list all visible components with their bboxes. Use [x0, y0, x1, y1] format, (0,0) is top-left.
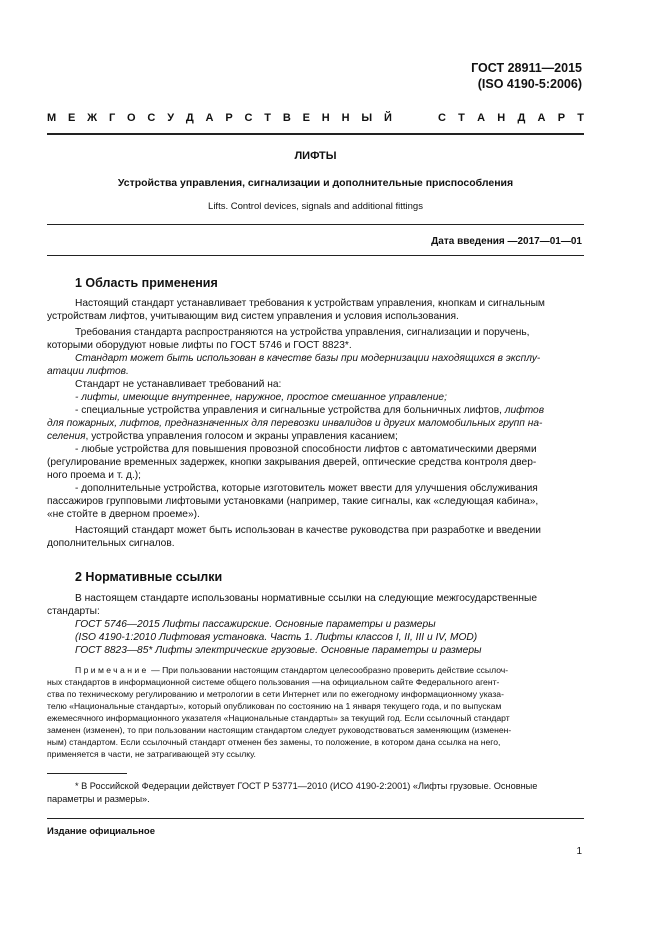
paragraph: стандарты:	[47, 606, 100, 617]
paragraph: которыми оборудуют новые лифты по ГОСТ 5746 и ГОСТ 8823*.	[47, 340, 352, 351]
section-heading-scope: 1 Область применения	[75, 276, 218, 290]
reference-item: (ISO 4190-1:2010 Лифтовая установка. Часть 1. Лифты классов I, II, III и IV, MOD)	[75, 632, 478, 643]
heading-letter: Р	[557, 112, 566, 124]
heading-letter: Г	[108, 112, 116, 124]
heading-letter: М	[47, 112, 57, 124]
list-item: пассажиров групповыми лифтовыми установками (например, такие сигналы, как «следующая кабина»,	[47, 496, 539, 507]
heading-letter: Й	[383, 112, 392, 124]
heading-letter: А	[477, 112, 486, 124]
heading-letter: Р	[225, 112, 233, 124]
list-item	[75, 405, 584, 418]
note-line: ным) стандартом. Если ссылочный стандарт отменен без замены, то положение, в котором дана ссылка на него,	[47, 737, 501, 747]
paragraph: В настоящем стандарте использованы нормативные ссылки на следующие межгосударственные	[75, 593, 538, 604]
document-subtitle: Устройства управления, сигнализации и дополнительные приспособления	[117, 177, 514, 189]
heading-letter: О	[127, 112, 136, 124]
page-number: 1	[576, 846, 582, 857]
heading-letter: Д	[185, 112, 194, 124]
footnote-line: параметры и размеры».	[47, 794, 150, 804]
heading-letter: Н	[341, 112, 350, 124]
heading-letter: Н	[497, 112, 506, 124]
standard-code: ГОСТ 28911—2015	[471, 61, 582, 75]
list-item: - лифты, имеющие внутреннее, наружное, простое смешанное управление;	[75, 392, 447, 403]
standard-word	[438, 112, 584, 124]
note-line: ежемесячного информационного указателя «Национальные стандарты» за текущий год. Если ссылочный стандарт	[47, 713, 510, 723]
footer-divider	[47, 818, 584, 819]
heading-letter: А	[537, 112, 546, 124]
heading-letter: Е	[68, 112, 76, 124]
iso-code: (ISO 4190-5:2006)	[477, 77, 582, 91]
list-item: ного проема и т. д.);	[47, 470, 142, 481]
title-divider	[47, 224, 584, 225]
paragraph: Стандарт может быть использован в качестве базы при модернизации находящихся в эксплу-	[75, 353, 541, 364]
note-line: ных стандартов в информационной системе общего пользования —на официальном сайте Федерального агент-	[47, 677, 500, 687]
section-heading-references: 2 Нормативные ссылки	[75, 570, 223, 584]
official-edition-label: Издание официальное	[47, 826, 155, 837]
interstate-standard-heading	[47, 112, 584, 124]
list-item-text: - специальные устройства управления и сигнальные устройства для больничных лифтов,	[75, 405, 505, 416]
heading-letter: У	[167, 112, 175, 124]
list-item: для пожарных, лифтов, предназначенных для перевозки инвалидов и других маломобильных групп на-	[47, 418, 543, 429]
heading-letter: С	[244, 112, 253, 124]
list-item: - любые устройства для повышения провозной способности лифтов с автоматическими дверями	[75, 444, 537, 455]
footnote-line: * В Российской Федерации действует ГОСТ Р 53771—2010 (ИСО 4190-2:2001) «Лифты грузовые. Основные	[75, 781, 538, 791]
note-line: применяется в части, не затрагивающей эту ссылку.	[47, 749, 256, 759]
footnote-divider	[47, 773, 127, 774]
paragraph: Стандарт не устанавливает требований на:	[75, 379, 282, 390]
note-line: ства по техническому регулированию и метрологии в сети Интернет или по ежегодному информационному указа-	[47, 689, 504, 699]
date-divider	[47, 255, 584, 256]
note-line: телю «Национальные стандарты», который опубликован по состоянию на 1 января текущего года, и по выпускам	[47, 701, 502, 711]
heading-letter: А	[205, 112, 214, 124]
heading-letter: Т	[264, 112, 272, 124]
list-item-text: , устройства управления голосом и экраны управления касанием;	[85, 431, 398, 442]
paragraph: Настоящий стандарт устанавливает требования к устройствам управления, кнопкам и сигнальным	[75, 298, 545, 309]
note-label: Примечание	[75, 665, 149, 675]
list-item-italic: селения	[47, 431, 86, 442]
list-item: (регулирование временных задержек, кнопки закрывания дверей, оптические средства контроля двер-	[47, 457, 537, 468]
reference-item: ГОСТ 5746—2015 Лифты пассажирские. Основные параметры и размеры	[75, 619, 436, 630]
paragraph: Настоящий стандарт может быть использован в качестве руководства при разработке и введении	[75, 525, 541, 536]
list-item-italic: лифтов	[504, 405, 545, 416]
list-item: «не стойте в дверном проеме»).	[47, 509, 200, 520]
heading-letter: Н	[321, 112, 330, 124]
list-item: - дополнительные устройства, которые изготовитель может ввести для улучшения обслуживания	[75, 483, 538, 494]
introduction-date: Дата введения —2017—01—01	[431, 236, 582, 247]
heading-letter: С	[438, 112, 446, 124]
heading-letter: В	[282, 112, 291, 124]
heading-letter: Т	[577, 112, 584, 124]
english-title: Lifts. Control devices, signals and additional fittings	[208, 201, 423, 212]
list-item	[47, 431, 584, 444]
header-divider	[47, 133, 584, 135]
heading-letter: Е	[302, 112, 310, 124]
paragraph: устройствам лифтов, учитывающим вид систем управления и условия использования.	[47, 311, 459, 322]
paragraph: дополнительных сигналов.	[47, 538, 175, 549]
heading-letter: Д	[517, 112, 526, 124]
note-text: — При пользовании настоящим стандартом целесообразно проверить действие ссылоч-	[148, 665, 509, 675]
heading-letter: Ж	[87, 112, 98, 124]
paragraph: Требования стандарта распространяются на устройства управления, сигнализации и поручень,	[75, 327, 530, 338]
heading-letter: С	[147, 112, 156, 124]
document-title: ЛИФТЫ	[294, 150, 337, 162]
heading-letter: Ы	[361, 112, 373, 124]
interstate-word	[47, 112, 392, 124]
note-line: заменен (изменен), то при пользовании настоящим стандартом следует руководствоваться заменяющим (изменен-	[47, 725, 512, 735]
paragraph: атации лифтов.	[47, 366, 129, 377]
reference-item: ГОСТ 8823—85* Лифты электрические грузовые. Основные параметры и размеры	[75, 645, 482, 656]
note-line	[75, 665, 584, 676]
heading-letter: Т	[458, 112, 465, 124]
